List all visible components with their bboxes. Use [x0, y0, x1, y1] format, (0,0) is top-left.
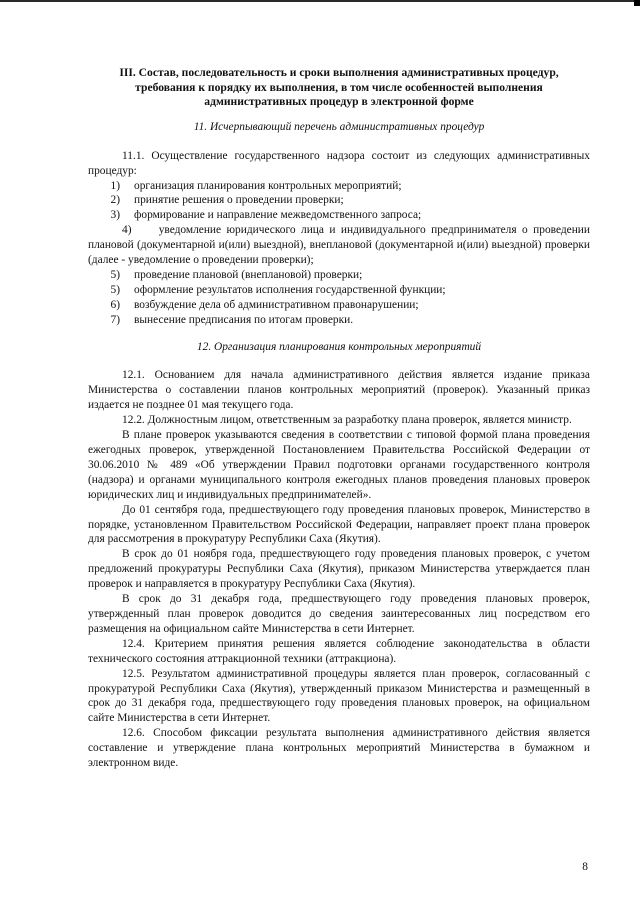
list-item: 2) принятие решения о проведении проверки; [110, 194, 344, 207]
paragraph-december: В срок до 31 декабря года, предшествующего году проведения плановых проверок, утвержденный план проверок доводится до сведения заинтересованных лиц посредством его размещения на официальном сайте Министерства в сети Интернет. [88, 593, 590, 635]
paragraph-12-6: 12.6. Способом фиксации результата выполнения административного действия является составление и утверждение плана контрольных мероприятий Министерства в бумажном и электронном виде. [88, 727, 590, 770]
list-item: 1) организация планирования контрольных мероприятий; [110, 179, 402, 192]
list-item: 3) формирование и направление межведомственного запроса; [110, 209, 422, 222]
subsection-heading-12: 12. Организация планирования контрольных мероприятий [196, 340, 482, 353]
paragraph-12-2: 12.2. Должностным лицом, ответственным за разработку плана проверок, является министр. [122, 414, 572, 427]
paragraph-november: В срок до 01 ноября года, предшествующего году проведения плановых проверок, с учетом предложений прокуратуры Республики Саха (Якутия), приказом Министерства утверждается план проверок и направляется в прокуратуру Республики Саха (Якутия). [88, 548, 590, 591]
list-item-long: 4) уведомление юридического лица и индивидуального предпринимателя о проведении плановой (документарной и(или) выездной), внеплановой (документарной и(или) выездной) проверки (далее - уведомление о проведении проверки); [88, 224, 590, 267]
list-item: 7) вынесение предписания по итогам проверки. [110, 313, 354, 326]
paragraph-september: До 01 сентября года, предшествующего году проведения плановых проверок, Министерство в порядке, установленном Правительством Российской Федерации, направляет проект плана проверок для рассмотрения в прокуратуру Республики Саха (Якутия). [88, 503, 590, 546]
scan-top-edge [0, 0, 640, 2]
paragraph-12-4: 12.4. Критерием принятия решения является соблюдение законодательства в области технического состояния аттракционной техники (аттракциона). [88, 637, 590, 665]
paragraph-11-1: 11.1. Осуществление государственного надзора состоит из следующих административных процедур: [88, 149, 590, 177]
section-title: III. Состав, последовательность и сроки выполнения административных процедур, требования к порядку их выполнения, в том числе особенностей выполнения административных процедур в электронной форме [119, 66, 559, 109]
page-number: 8 [582, 861, 588, 873]
document-page [88, 66, 590, 771]
paragraph-12-1: 12.1. Основанием для начала административного действия является издание приказа Министерства о составлении планов контрольных мероприятий (проверок). Указанный приказ издается не позднее 01 мая текущего года. [88, 369, 590, 412]
list-item: 5) проведение плановой (внеплановой) проверки; [110, 268, 363, 281]
subsection-heading-11: 11. Исчерпывающий перечень административных процедур [193, 120, 485, 133]
procedure-list [88, 179, 590, 328]
list-item: 6) возбуждение дела об административном правонарушении; [110, 298, 419, 311]
paragraph-plan-contents: В плане проверок указываются сведения в соответствии с типовой формой плана проведения ежегодных проверок, утвержденной Постановлением Правительства Российской Федерации от 30.06.2010 № 489 «Об утверждении Правил подготовки органами государственного контроля (надзора) и органами муниципального контроля ежегодных планов проведения плановых проверок юридических лиц и индивидуальных предпринимателей». [88, 429, 590, 501]
list-item: 5) оформление результатов исполнения государственной функции; [110, 283, 446, 296]
paragraph-12-5: 12.5. Результатом административной процедуры является план проверок, согласованный с прокуратурой Республики Саха (Якутия), утвержденный приказом Министерства и размещенный в срок до 31 декабря года, предшествующего году проведения плановых проверок, на официальном сайте Министерства в сети Интернет. [88, 667, 590, 725]
scan-corner-mark [634, 0, 640, 6]
